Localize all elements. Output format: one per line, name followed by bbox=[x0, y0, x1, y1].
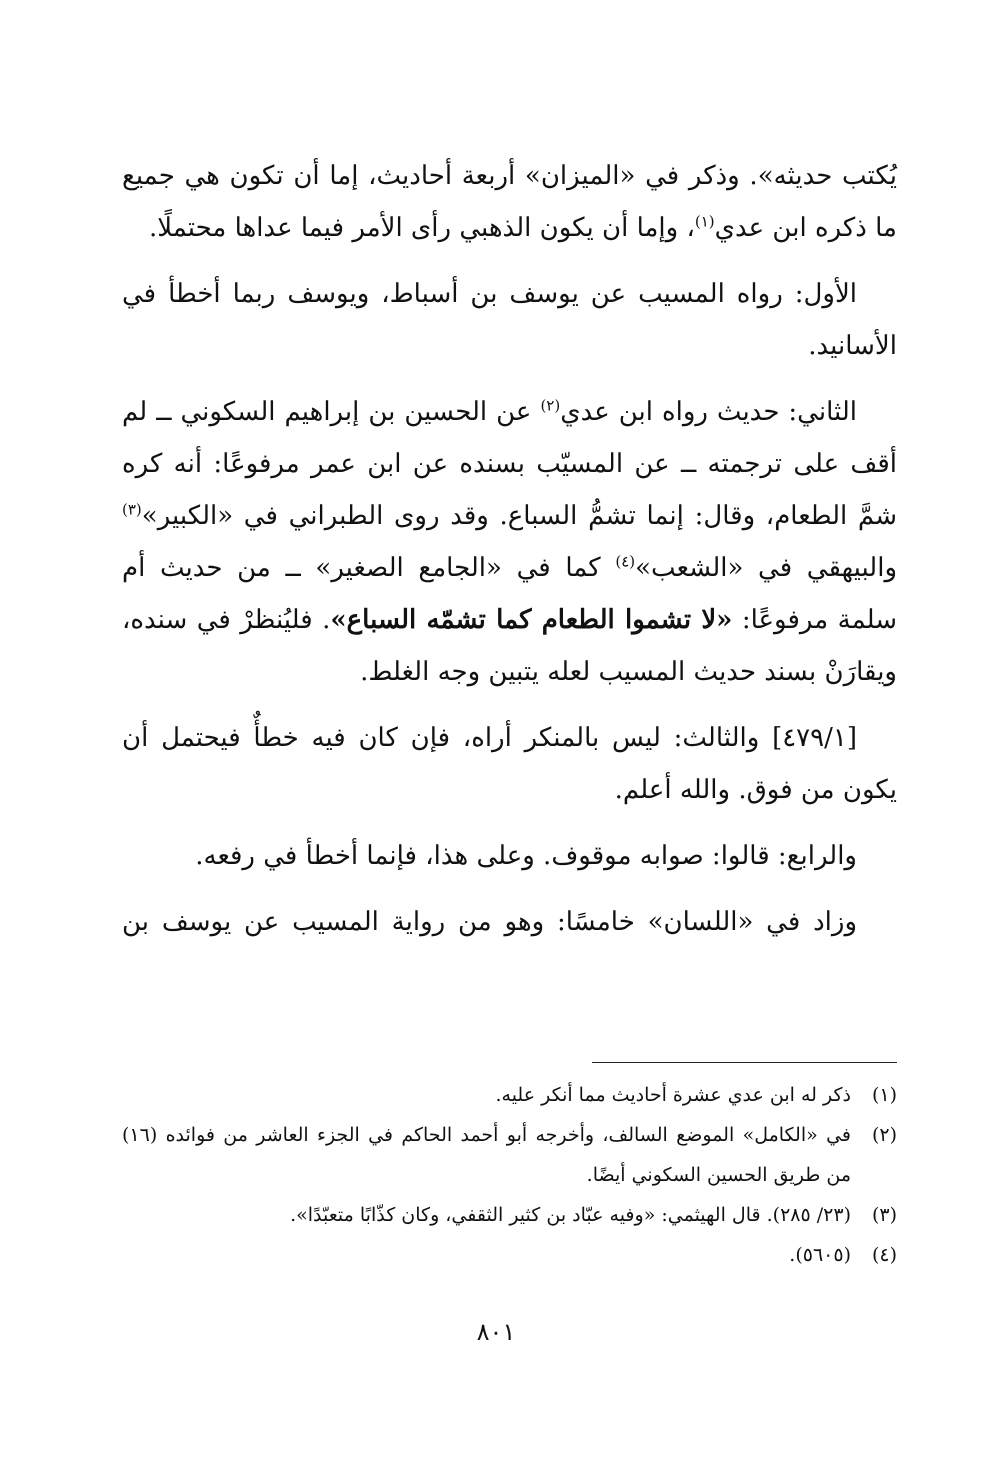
paragraph-3 bbox=[122, 386, 897, 698]
footnote-3 bbox=[122, 1195, 897, 1235]
footnote-ref-3: (٣) bbox=[122, 500, 142, 519]
footnote-number: (٣) bbox=[871, 1204, 897, 1226]
footnote-ref-4: (٤) bbox=[615, 552, 636, 571]
segment: والبيهقي في «الشعب» bbox=[635, 553, 897, 583]
segment: يُكتب حديثه». وذكر في «الميزان» أربعة أحاديث، إما أن تكون هي جميع ما ذكره ابن عدي bbox=[122, 161, 897, 243]
footnote-separator bbox=[592, 1062, 897, 1063]
segment: عن الحسين بن إبراهيم السكوني ــ لم أقف على ترجمته ــ عن المسيّب بسنده عن ابن عمر مرفوعًا: أنه كره شمَّ الطعام، وقال: إنما تشمُّ السباع. وقد روى الطبراني في «الكبير» bbox=[122, 397, 897, 531]
footnote-number: (٤) bbox=[871, 1244, 897, 1266]
paragraph-5 bbox=[122, 830, 897, 882]
footnote-1 bbox=[122, 1075, 897, 1115]
paragraph-6 bbox=[122, 896, 897, 948]
main-text bbox=[122, 150, 897, 962]
paragraph-4 bbox=[122, 712, 897, 816]
footnotes bbox=[122, 1075, 897, 1275]
paragraph-2 bbox=[122, 268, 897, 372]
footnote-ref-1: (١) bbox=[694, 212, 715, 231]
segment: . فليُنظرْ في سنده، ويقارَنْ بسند حديث المسيب لعله يتبين وجه الغلط. bbox=[122, 605, 897, 687]
footnote-ref-2: (٢) bbox=[540, 396, 561, 415]
footnote-2 bbox=[122, 1115, 897, 1195]
segment: [٤٧٩/١] والثالث: ليس بالمنكر أراه، فإن كان فيه خطأٌ فيحتمل أن يكون من فوق. والله أعلم. bbox=[122, 723, 897, 805]
segment: وزاد في «اللسان» خامسًا: وهو من رواية المسيب عن يوسف بن bbox=[122, 907, 857, 937]
footnote-text: ذكر له ابن عدي عشرة أحاديث مما أنكر عليه. bbox=[495, 1084, 851, 1106]
footnote-number: (٢) bbox=[871, 1124, 897, 1146]
footnote-4 bbox=[122, 1235, 897, 1275]
hadith-quote: «لا تشموا الطعام كما تشمّه السباع» bbox=[330, 605, 733, 635]
segment: كما في «الجامع الصغير» ــ من حديث أم سلمة مرفوعًا: bbox=[122, 553, 897, 635]
footnote-text: في «الكامل» الموضع السالف، وأخرجه أبو أحمد الحاكم في الجزء العاشر من فوائده (١٦) من طريق الحسين السكوني أيضًا. bbox=[122, 1124, 851, 1186]
segment: الثاني: حديث رواه ابن عدي bbox=[560, 397, 857, 427]
footnote-text: (٢٣/ ٢٨٥). قال الهيثمي: «وفيه عبّاد بن كثير الثقفي، وكان كذّابًا متعبّدًا». bbox=[290, 1204, 851, 1226]
segment: ، وإما أن يكون الذهبي رأى الأمر فيما عداها محتملًا. bbox=[148, 213, 695, 243]
segment: والرابع: قالوا: صوابه موقوف. وعلى هذا، فإنما أخطأ في رفعه. bbox=[195, 841, 857, 871]
page-number: ٨٠١ bbox=[476, 1318, 516, 1346]
footnote-number: (١) bbox=[871, 1084, 897, 1106]
segment: الأول: رواه المسيب عن يوسف بن أسباط، ويوسف ربما أخطأ في الأسانيد. bbox=[122, 279, 897, 361]
paragraph-1 bbox=[122, 150, 897, 254]
footnote-text: (٥٦٠٥). bbox=[789, 1244, 851, 1266]
